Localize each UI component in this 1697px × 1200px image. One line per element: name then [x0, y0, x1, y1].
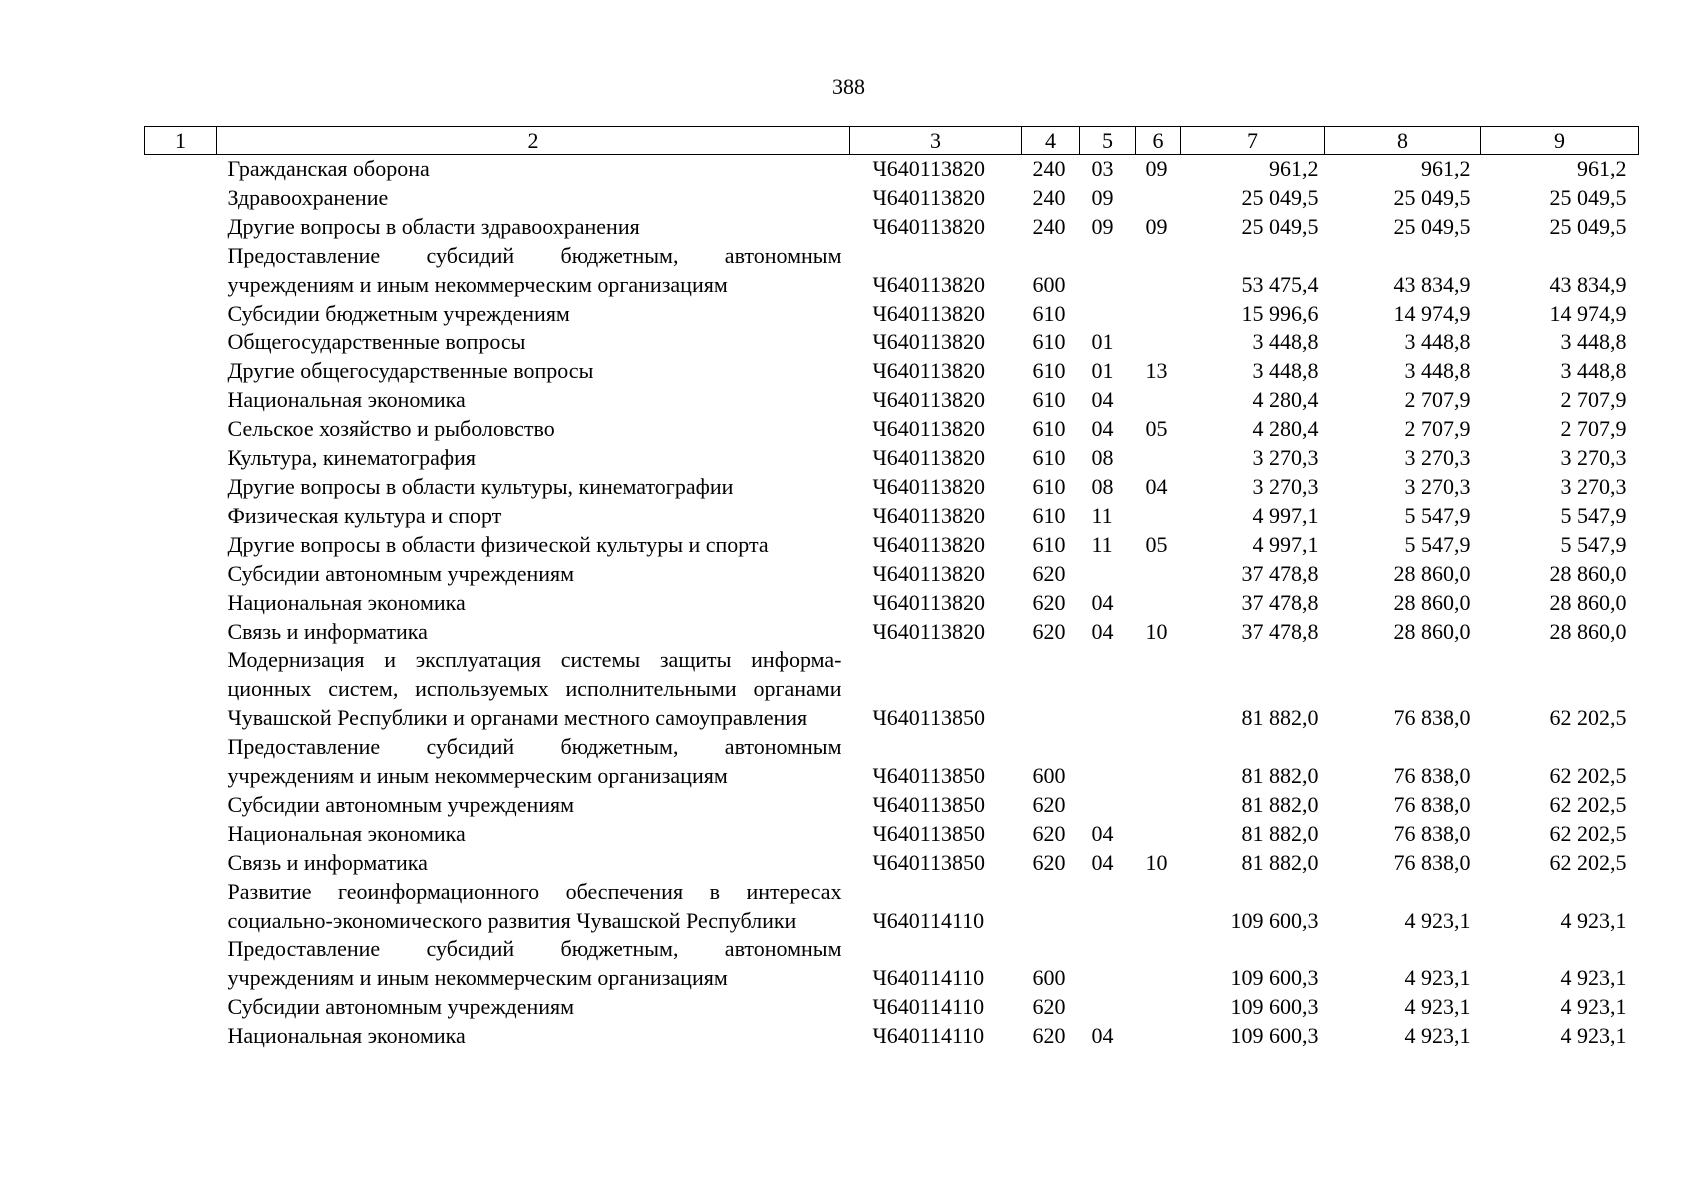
- row-section-code: [1080, 733, 1136, 791]
- row-value-7: 4 280,4: [1252, 416, 1319, 442]
- row-value-9: 25 049,5: [1549, 184, 1627, 210]
- row-code: Ч640114110: [872, 907, 985, 933]
- header-row: [145, 127, 1639, 155]
- row-name: Субсидии автономным учреждениям: [227, 994, 575, 1020]
- row-subsection-code: [1136, 589, 1181, 618]
- row-code: Ч640113820: [872, 445, 985, 471]
- row-name: Предоставление субсидий бюджетным, автономным учреждениям и иным некоммерческим организациям: [227, 734, 842, 789]
- row-value-8: 25 049,5: [1393, 184, 1471, 210]
- row-value-7: 4 280,4: [1252, 387, 1319, 413]
- row-section-code: 04: [1091, 820, 1114, 846]
- row-code: Ч640113820: [872, 387, 985, 413]
- row-subsection-code: [1136, 791, 1181, 820]
- row-value-8: 5 547,9: [1404, 502, 1471, 528]
- row-col1: [145, 791, 217, 820]
- table-row: [145, 184, 1639, 213]
- row-col1: [145, 155, 217, 184]
- row-code: Ч640113820: [872, 618, 985, 644]
- row-value-9: 2 707,9: [1560, 387, 1627, 413]
- row-value-8: 43 834,9: [1393, 271, 1471, 297]
- row-name: Общегосударственные вопросы: [227, 329, 526, 355]
- row-section-code: 11: [1091, 531, 1113, 557]
- row-value-9: 4 923,1: [1560, 1023, 1627, 1049]
- row-vr-code: 620: [1032, 849, 1066, 875]
- row-subsection-code: [1136, 502, 1181, 531]
- row-value-8: 76 838,0: [1393, 849, 1471, 875]
- row-value-9: 43 834,9: [1549, 271, 1627, 297]
- row-name: Национальная экономика: [227, 820, 466, 846]
- row-section-code: [1080, 300, 1136, 329]
- row-vr-code: 610: [1032, 502, 1066, 528]
- row-value-8: 2 707,9: [1404, 416, 1471, 442]
- row-value-7: 81 882,0: [1241, 820, 1319, 846]
- row-subsection-code: [1136, 300, 1181, 329]
- row-name: Гражданская оборона: [227, 156, 430, 181]
- row-subsection-code: [1136, 646, 1181, 733]
- row-value-8: 76 838,0: [1393, 763, 1471, 789]
- row-vr-code: 610: [1032, 300, 1066, 326]
- row-value-8: 4 923,1: [1404, 907, 1471, 933]
- row-vr-code: [1022, 878, 1080, 936]
- row-vr-code: 620: [1032, 994, 1066, 1020]
- row-section-code: [1080, 791, 1136, 820]
- row-subsection-code: [1136, 242, 1181, 300]
- row-subsection-code: 10: [1145, 849, 1168, 875]
- table-row: [145, 155, 1639, 184]
- row-name: Здравоохранение: [227, 184, 389, 210]
- row-value-8: 3 448,8: [1404, 358, 1471, 384]
- row-value-8: 4 923,1: [1404, 994, 1471, 1020]
- row-code: Ч640114110: [872, 965, 985, 991]
- row-value-7: 3 270,3: [1252, 445, 1319, 471]
- row-name: Другие вопросы в области культуры, кинематографии: [227, 473, 734, 499]
- row-subsection-code: 09: [1145, 156, 1168, 181]
- row-col1: [145, 646, 217, 733]
- row-value-9: 3 270,3: [1560, 473, 1627, 499]
- row-subsection-code: [1136, 328, 1181, 357]
- row-code: Ч640113820: [872, 271, 985, 297]
- row-subsection-code: 05: [1145, 531, 1168, 557]
- row-value-7: 109 600,3: [1230, 907, 1319, 933]
- row-section-code: 04: [1091, 387, 1114, 413]
- table-row: [145, 502, 1639, 531]
- table-row: [145, 328, 1639, 357]
- row-value-9: 3 448,8: [1560, 358, 1627, 384]
- row-col1: [145, 242, 217, 300]
- row-code: Ч640113820: [872, 156, 985, 181]
- row-subsection-code: 09: [1145, 213, 1168, 239]
- row-value-9: 4 923,1: [1560, 965, 1627, 991]
- row-value-9: 62 202,5: [1549, 849, 1627, 875]
- row-vr-code: 610: [1032, 445, 1066, 471]
- row-value-7: 53 475,4: [1241, 271, 1319, 297]
- row-name: Субсидии автономным учреждениям: [227, 791, 575, 817]
- row-col1: [145, 589, 217, 618]
- row-code: Ч640113850: [872, 791, 985, 817]
- row-col1: [145, 618, 217, 647]
- row-code: Ч640113820: [872, 531, 985, 557]
- row-subsection-code: 05: [1145, 416, 1168, 442]
- row-section-code: 09: [1091, 213, 1114, 239]
- row-section-code: 04: [1091, 849, 1114, 875]
- row-value-7: 25 049,5: [1241, 213, 1319, 239]
- row-value-8: 3 448,8: [1404, 329, 1471, 355]
- row-value-9: 28 860,0: [1549, 560, 1627, 586]
- row-value-7: 109 600,3: [1230, 1023, 1319, 1049]
- table-row: [145, 213, 1639, 242]
- row-value-9: 3 448,8: [1560, 329, 1627, 355]
- row-section-code: 08: [1091, 445, 1114, 471]
- table-row: [145, 473, 1639, 502]
- row-value-9: 4 923,1: [1560, 994, 1627, 1020]
- row-name: Связь и информатика: [227, 849, 428, 875]
- row-value-8: 14 974,9: [1393, 300, 1471, 326]
- row-value-8: 4 923,1: [1404, 1023, 1471, 1049]
- row-code: Ч640114110: [872, 1023, 985, 1049]
- page-number: 388: [832, 74, 865, 99]
- row-vr-code: 620: [1032, 791, 1066, 817]
- table-row: [145, 560, 1639, 589]
- row-section-code: 03: [1091, 156, 1114, 181]
- row-value-7: 25 049,5: [1241, 184, 1319, 210]
- row-value-7: 37 478,8: [1241, 618, 1319, 644]
- row-value-7: 81 882,0: [1241, 849, 1319, 875]
- row-vr-code: 240: [1032, 184, 1066, 210]
- row-vr-code: 610: [1032, 387, 1066, 413]
- row-col1: [145, 415, 217, 444]
- row-value-9: 14 974,9: [1549, 300, 1627, 326]
- row-value-7: 109 600,3: [1230, 965, 1319, 991]
- row-code: Ч640113850: [872, 820, 985, 846]
- table-row: [145, 242, 1639, 300]
- table-row: [145, 589, 1639, 618]
- row-value-7: 15 996,6: [1241, 300, 1319, 326]
- row-vr-code: [1022, 646, 1080, 733]
- row-value-9: 5 547,9: [1560, 531, 1627, 557]
- row-value-8: 3 270,3: [1404, 445, 1471, 471]
- table-row: [145, 935, 1639, 993]
- row-name: Другие вопросы в области здравоохранения: [227, 213, 640, 239]
- row-col1: [145, 386, 217, 415]
- table-row: [145, 820, 1639, 849]
- row-vr-code: 620: [1032, 618, 1066, 644]
- row-value-8: 28 860,0: [1393, 618, 1471, 644]
- row-section-code: [1080, 560, 1136, 589]
- table-header: [145, 127, 1639, 155]
- table-row: [145, 415, 1639, 444]
- row-value-7: 4 997,1: [1252, 531, 1319, 557]
- table-row: [145, 618, 1639, 647]
- row-col1: [145, 878, 217, 936]
- row-col1: [145, 328, 217, 357]
- row-subsection-code: 04: [1145, 473, 1168, 499]
- row-col1: [145, 473, 217, 502]
- table-row: [145, 791, 1639, 820]
- row-code: Ч640113820: [872, 560, 985, 586]
- row-name: Развитие геоинформационного обеспечения в интересах социально-экономического развития Чувашской Республики: [227, 878, 842, 933]
- row-value-9: 5 547,9: [1560, 502, 1627, 528]
- row-name: Национальная экономика: [227, 1023, 466, 1049]
- row-subsection-code: [1136, 993, 1181, 1022]
- row-vr-code: 610: [1032, 329, 1066, 355]
- row-value-8: 4 923,1: [1404, 965, 1471, 991]
- row-value-8: 28 860,0: [1393, 589, 1471, 615]
- row-section-code: 11: [1091, 502, 1113, 528]
- row-value-8: 76 838,0: [1393, 820, 1471, 846]
- row-subsection-code: [1136, 733, 1181, 791]
- row-col1: [145, 300, 217, 329]
- row-code: Ч640113820: [872, 329, 985, 355]
- row-value-9: 28 860,0: [1549, 618, 1627, 644]
- row-vr-code: 240: [1032, 156, 1066, 181]
- row-value-8: 25 049,5: [1393, 213, 1471, 239]
- row-col1: [145, 213, 217, 242]
- row-section-code: [1080, 242, 1136, 300]
- table-row: [145, 357, 1639, 386]
- column-header-4: 4: [1022, 127, 1080, 155]
- row-value-7: 3 448,8: [1252, 358, 1319, 384]
- row-subsection-code: [1136, 935, 1181, 993]
- row-col1: [145, 733, 217, 791]
- row-value-7: 37 478,8: [1241, 589, 1319, 615]
- row-value-9: 25 049,5: [1549, 213, 1627, 239]
- column-header-3: 3: [850, 127, 1022, 155]
- budget-table: [144, 126, 1639, 1051]
- row-value-7: 3 448,8: [1252, 329, 1319, 355]
- row-subsection-code: 13: [1145, 358, 1168, 384]
- row-value-8: 3 270,3: [1404, 473, 1471, 499]
- row-code: Ч640113850: [872, 705, 985, 731]
- row-subsection-code: 10: [1145, 618, 1168, 644]
- row-code: Ч640113850: [872, 849, 985, 875]
- row-value-9: 62 202,5: [1549, 763, 1627, 789]
- row-value-8: 76 838,0: [1393, 705, 1471, 731]
- row-name: Предоставление субсидий бюджетным, автономным учреждениям и иным некоммерческим организациям: [227, 936, 842, 991]
- row-value-7: 37 478,8: [1241, 560, 1319, 586]
- row-subsection-code: [1136, 444, 1181, 473]
- row-value-7: 109 600,3: [1230, 994, 1319, 1020]
- row-vr-code: 600: [1032, 271, 1066, 297]
- row-vr-code: 600: [1032, 763, 1066, 789]
- row-value-8: 961,2: [1421, 156, 1471, 181]
- row-name: Другие вопросы в области физической культуры и спорта: [227, 531, 769, 557]
- row-section-code: 09: [1091, 184, 1114, 210]
- row-col1: [145, 531, 217, 560]
- row-vr-code: 240: [1032, 213, 1066, 239]
- row-value-9: 2 707,9: [1560, 416, 1627, 442]
- row-value-7: 4 997,1: [1252, 502, 1319, 528]
- row-col1: [145, 1022, 217, 1051]
- column-header-5: 5: [1080, 127, 1136, 155]
- row-code: Ч640113820: [872, 300, 985, 326]
- row-value-8: 2 707,9: [1404, 387, 1471, 413]
- row-name: Другие общегосударственные вопросы: [227, 358, 594, 384]
- row-name: Связь и информатика: [227, 618, 428, 644]
- row-code: Ч640113820: [872, 589, 985, 615]
- row-section-code: 08: [1091, 473, 1114, 499]
- row-name: Модернизация и эксплуатация системы защиты информационных систем, используемых исполнительными органами Чувашской Республики и органами местного самоуправления: [227, 647, 842, 731]
- row-value-9: 3 270,3: [1560, 445, 1627, 471]
- row-subsection-code: [1136, 560, 1181, 589]
- row-value-7: 3 270,3: [1252, 473, 1319, 499]
- row-vr-code: 610: [1032, 358, 1066, 384]
- row-col1: [145, 357, 217, 386]
- row-code: Ч640113820: [872, 502, 985, 528]
- row-section-code: 04: [1091, 589, 1114, 615]
- row-vr-code: 600: [1032, 965, 1066, 991]
- row-vr-code: 620: [1032, 1023, 1066, 1049]
- row-code: Ч640113820: [872, 416, 985, 442]
- row-value-7: 961,2: [1269, 156, 1319, 181]
- row-vr-code: 610: [1032, 416, 1066, 442]
- row-value-9: 62 202,5: [1549, 705, 1627, 731]
- row-section-code: [1080, 993, 1136, 1022]
- row-code: Ч640113820: [872, 473, 985, 499]
- column-header-2: 2: [217, 127, 850, 155]
- row-section-code: 01: [1091, 358, 1114, 384]
- column-header-1: 1: [145, 127, 217, 155]
- table-row: [145, 386, 1639, 415]
- row-name: Субсидии автономным учреждениям: [227, 560, 575, 586]
- row-value-7: 81 882,0: [1241, 763, 1319, 789]
- table-row: [145, 444, 1639, 473]
- row-subsection-code: [1136, 878, 1181, 936]
- row-subsection-code: [1136, 386, 1181, 415]
- row-col1: [145, 993, 217, 1022]
- row-section-code: [1080, 878, 1136, 936]
- row-name: Сельское хозяйство и рыболовство: [227, 416, 555, 442]
- row-col1: [145, 820, 217, 849]
- row-value-7: 81 882,0: [1241, 791, 1319, 817]
- row-col1: [145, 560, 217, 589]
- column-header-9: 9: [1481, 127, 1639, 155]
- row-value-8: 5 547,9: [1404, 531, 1471, 557]
- table-row: [145, 1022, 1639, 1051]
- table-row: [145, 646, 1639, 733]
- column-header-7: 7: [1181, 127, 1325, 155]
- table-row: [145, 300, 1639, 329]
- row-value-8: 28 860,0: [1393, 560, 1471, 586]
- row-value-9: 62 202,5: [1549, 820, 1627, 846]
- row-section-code: 04: [1091, 1023, 1114, 1049]
- row-value-9: 62 202,5: [1549, 791, 1627, 817]
- row-code: Ч640114110: [872, 994, 985, 1020]
- row-code: Ч640113820: [872, 184, 985, 210]
- row-value-9: 28 860,0: [1549, 589, 1627, 615]
- row-vr-code: 620: [1032, 560, 1066, 586]
- row-code: Ч640113820: [872, 213, 985, 239]
- row-section-code: 04: [1091, 416, 1114, 442]
- row-name: Национальная экономика: [227, 387, 466, 413]
- row-value-9: 4 923,1: [1560, 907, 1627, 933]
- table-row: [145, 531, 1639, 560]
- row-col1: [145, 184, 217, 213]
- row-vr-code: 620: [1032, 820, 1066, 846]
- row-value-8: 76 838,0: [1393, 791, 1471, 817]
- row-code: Ч640113850: [872, 763, 985, 789]
- row-col1: [145, 849, 217, 878]
- row-subsection-code: [1136, 184, 1181, 213]
- row-name: Физическая культура и спорт: [227, 502, 502, 528]
- row-section-code: [1080, 935, 1136, 993]
- row-value-9: 961,2: [1577, 156, 1627, 181]
- row-value-7: 81 882,0: [1241, 705, 1319, 731]
- row-subsection-code: [1136, 1022, 1181, 1051]
- table-row: [145, 733, 1639, 791]
- row-col1: [145, 502, 217, 531]
- row-name: Культура, кинематография: [227, 445, 477, 471]
- row-section-code: 04: [1091, 618, 1114, 644]
- column-header-8: 8: [1325, 127, 1481, 155]
- row-name: Национальная экономика: [227, 589, 466, 615]
- table-row: [145, 849, 1639, 878]
- table-body: [145, 155, 1639, 1052]
- row-col1: [145, 444, 217, 473]
- row-subsection-code: [1136, 820, 1181, 849]
- row-section-code: 01: [1091, 329, 1114, 355]
- row-code: Ч640113820: [872, 358, 985, 384]
- row-name: Субсидии бюджетным учреждениям: [227, 300, 570, 326]
- row-col1: [145, 935, 217, 993]
- row-section-code: [1080, 646, 1136, 733]
- table-row: [145, 878, 1639, 936]
- column-header-6: 6: [1136, 127, 1181, 155]
- row-vr-code: 610: [1032, 531, 1066, 557]
- row-vr-code: 620: [1032, 589, 1066, 615]
- table-row: [145, 993, 1639, 1022]
- row-name: Предоставление субсидий бюджетным, автономным учреждениям и иным некоммерческим организациям: [227, 242, 842, 297]
- row-vr-code: 610: [1032, 473, 1066, 499]
